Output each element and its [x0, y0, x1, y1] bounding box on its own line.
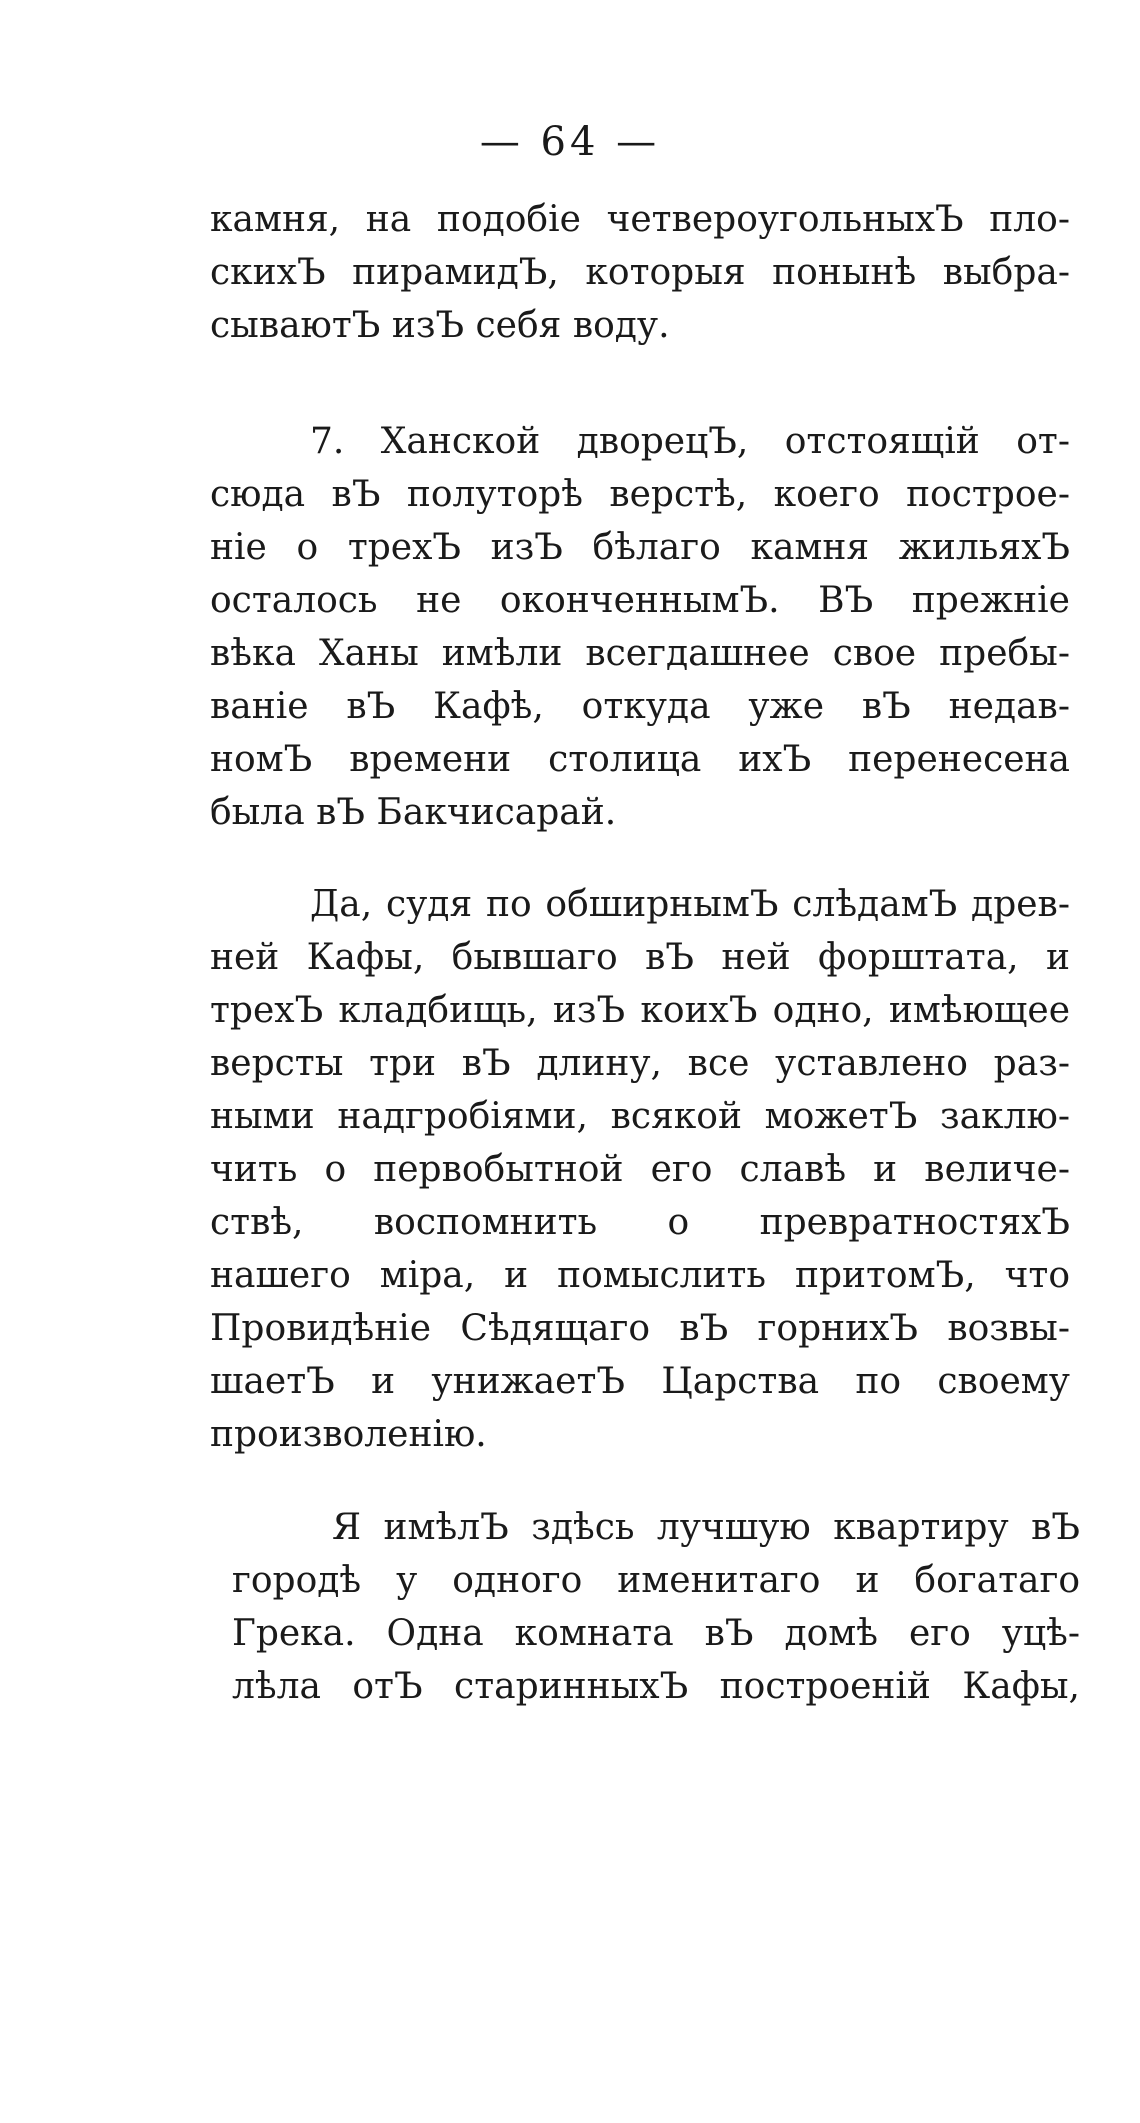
text-line: версты три вЪ длину, все уставлено раз- — [210, 1043, 1070, 1084]
text-line: шаетЪ и унижаетЪ Царства по своему — [210, 1361, 1070, 1402]
text-line: скихЪ пирамидЪ, которыя понынѣ выбра- — [210, 252, 1070, 293]
text-line: чить о первобытной его славѣ и величе- — [210, 1149, 1070, 1190]
text-line: сываютЪ изЪ себя воду. — [210, 305, 670, 346]
text-line: 7. Ханской дворецЪ, отстоящій от- — [310, 421, 1070, 462]
text-line: камня, на подобіе четвероугольныхЪ пло- — [210, 199, 1070, 240]
paragraph-continuation — [210, 193, 1070, 352]
paragraph-khan-palace — [210, 415, 1070, 839]
text-line: осталось не оконченнымЪ. ВЪ прежніе — [210, 580, 1070, 621]
text-line: трехЪ кладбищь, изЪ коихЪ одно, имѣющее — [210, 990, 1070, 1031]
text-line: ней Кафы, бывшаго вЪ ней форштата, и — [210, 937, 1070, 978]
text-line: была вЪ Бакчисарай. — [210, 792, 617, 833]
text-line: Провидѣніе Сѣдящаго вЪ горнихЪ возвы- — [210, 1308, 1070, 1349]
text-line: номЪ времени столица ихЪ перенесена — [210, 739, 1070, 780]
text-line: ніе о трехЪ изЪ бѣлаго камня жильяхЪ — [210, 527, 1070, 568]
text-line: произволенію. — [210, 1414, 487, 1455]
text-line: сюда вЪ полуторѣ верстѣ, коего построе- — [210, 474, 1070, 515]
page-number: — 64 — — [479, 119, 661, 165]
text-line: ваніе вЪ Кафѣ, откуда уже вЪ недав- — [210, 686, 1070, 727]
text-line: нашего міра, и помыслить притомЪ, что — [210, 1255, 1070, 1296]
text-line: Грека. Одна комната вЪ домѣ его уцѣ- — [232, 1613, 1080, 1654]
text-line: Да, судя по обширнымЪ слѣдамЪ древ- — [310, 884, 1070, 925]
paragraph-lodging — [232, 1501, 1080, 1713]
text-line: Я имѣлЪ здѣсь лучшую квартиру вЪ — [332, 1507, 1080, 1548]
text-line: вѣка Ханы имѣли всегдашнее свое пребы- — [210, 633, 1070, 674]
text-line: лѣла отЪ старинныхЪ построеній Кафы, — [232, 1666, 1080, 1707]
paragraph-kafa-ruins — [210, 878, 1070, 1461]
text-line: ствѣ, воспомнить о превратностяхЪ — [210, 1202, 1070, 1243]
text-line: ными надгробіями, всякой можетЪ заклю- — [210, 1096, 1070, 1137]
text-line: городѣ у одного именитаго и богатаго — [232, 1560, 1080, 1601]
